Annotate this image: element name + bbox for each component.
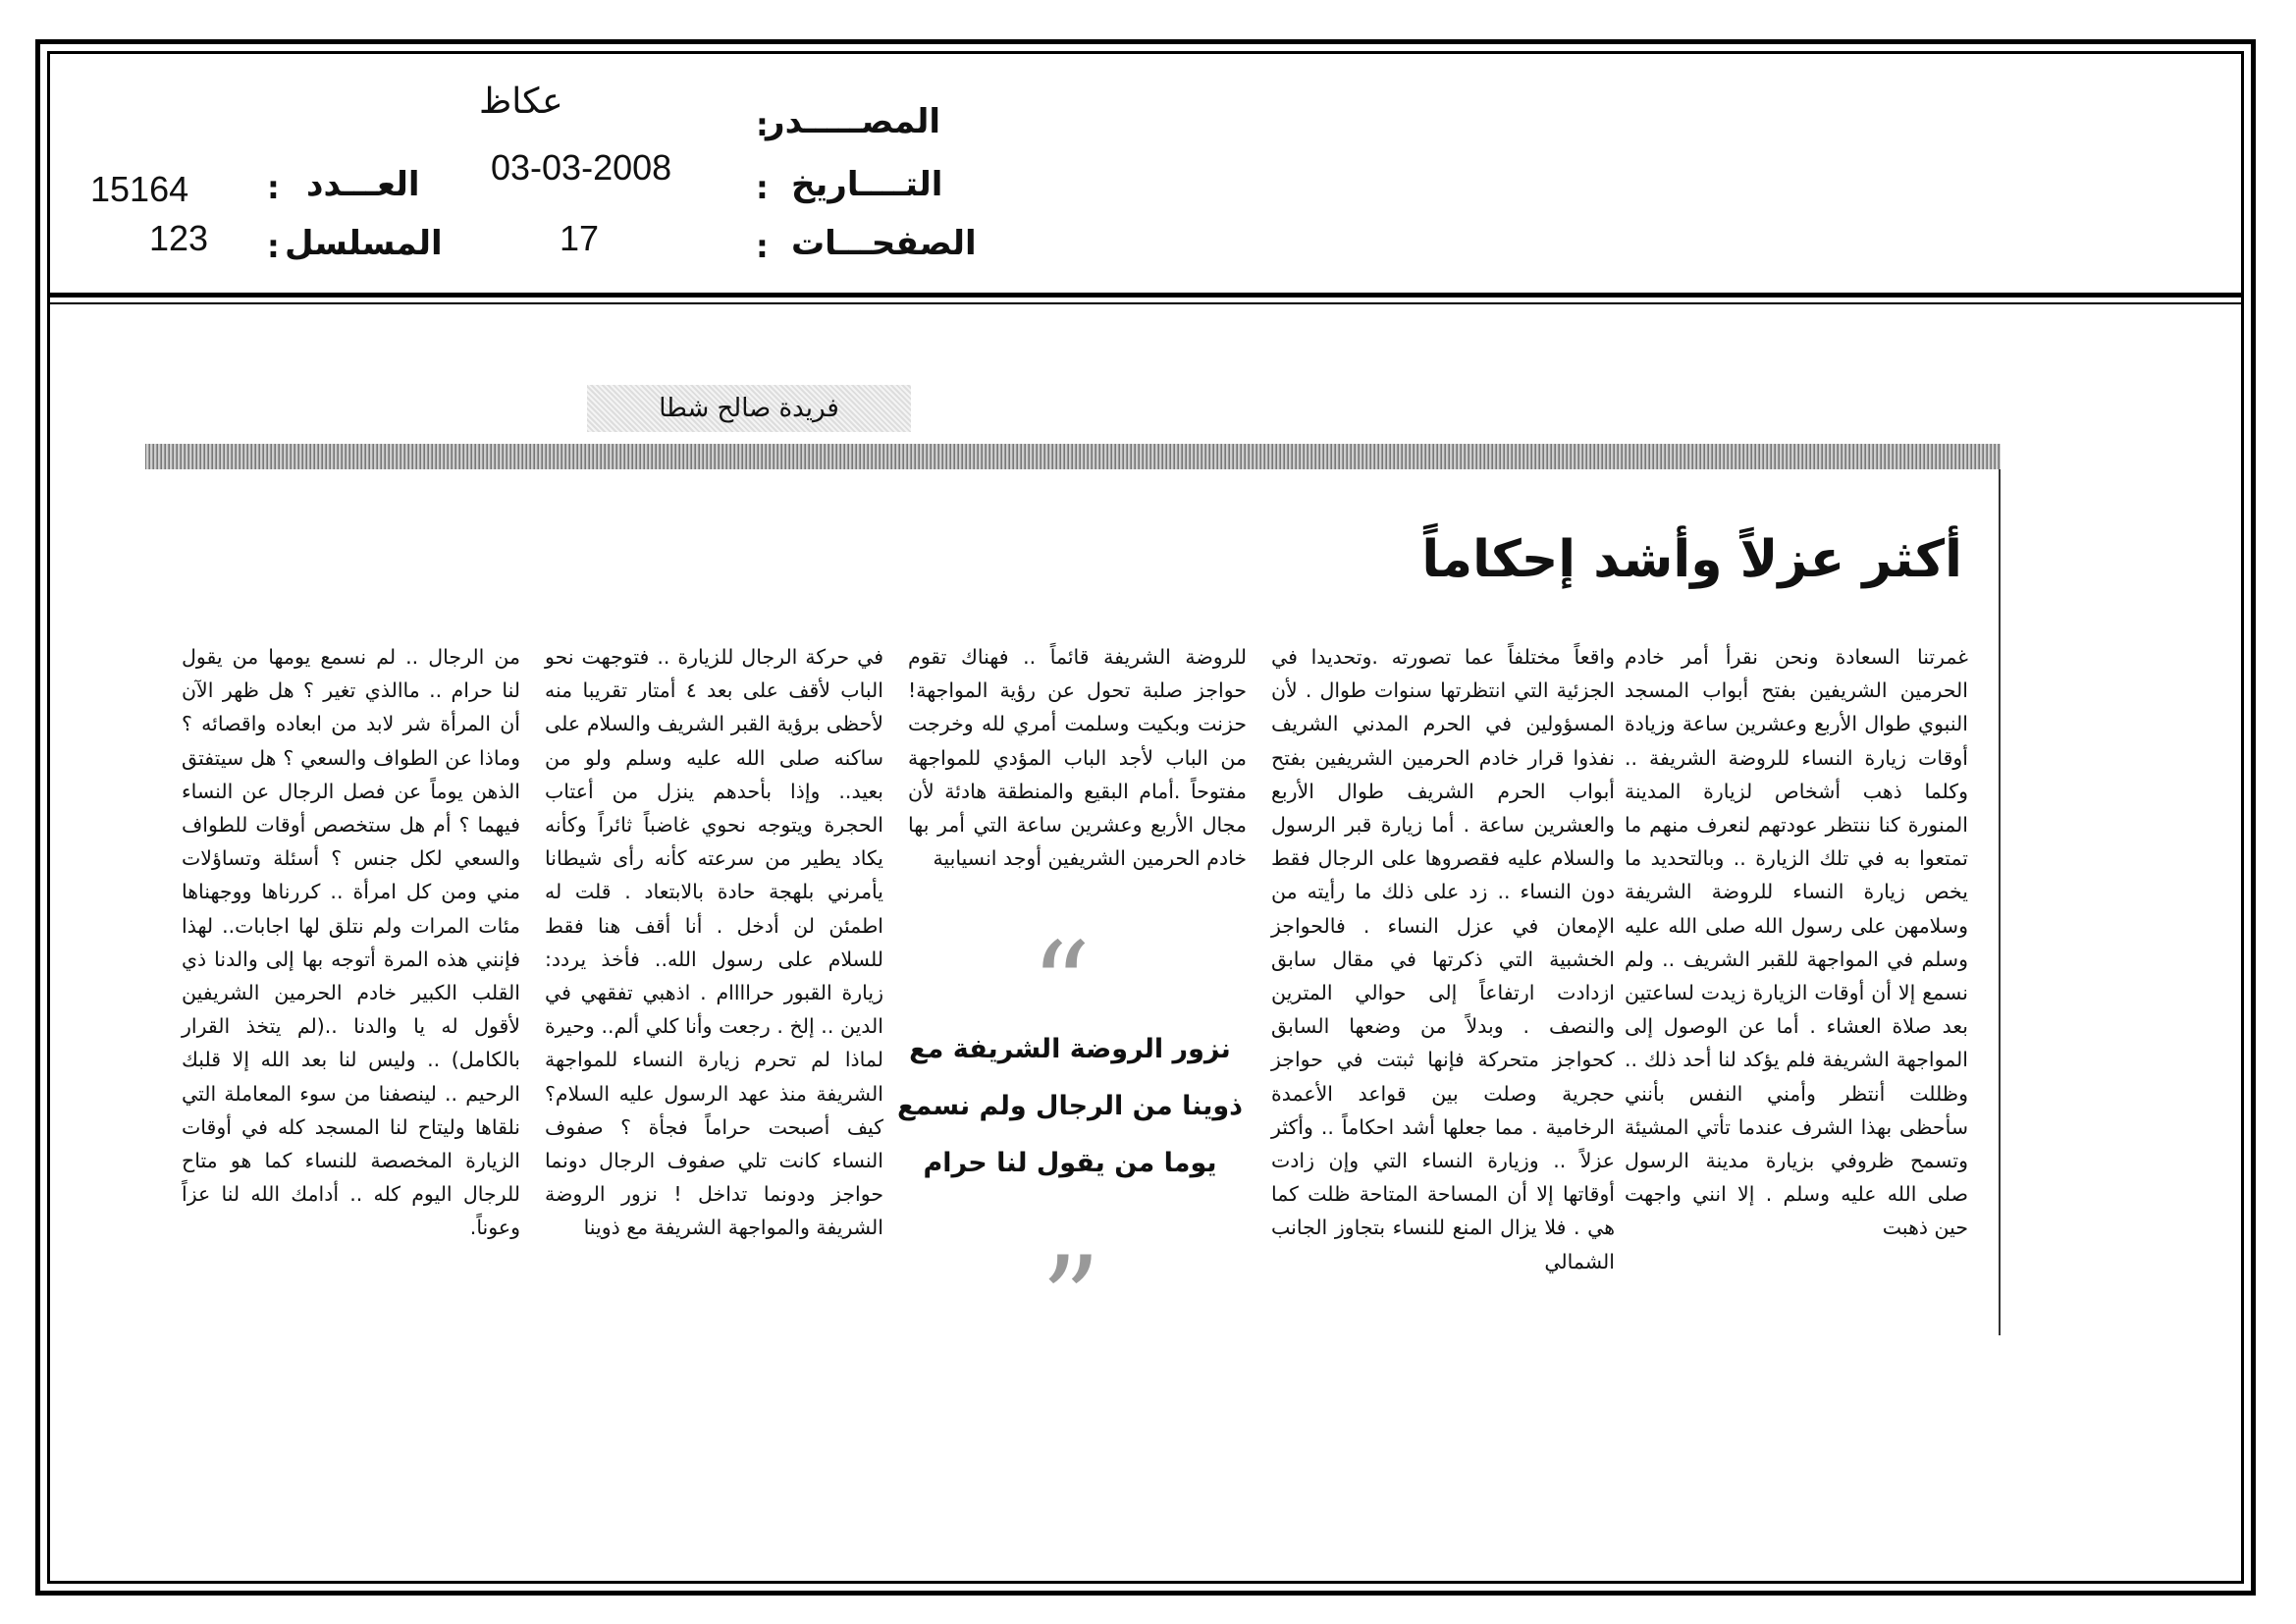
open-quote-icon: “	[1031, 918, 1092, 1055]
date-label: التــــاريخ	[791, 165, 943, 204]
article-column-4: في حركة الرجال للزيارة .. فتوجهت نحو الباب لأقف على بعد ٤ أمتار تقريبا منه لأحظى برؤية القبر الشريف والسلام على ساكنه صلى الله عليه وسلم ولو من بعيد.. وإذا بأحدهم ينزل من أعتاب الحجرة ويتوجه نحوي غاضباً ثائراً وكأنه يكاد يطير من سرعته كأنه رأى شيطانا يأمرني بلهجة حادة بالابتعاد . قلت له اطمئن لن أدخل . أنا أقف هنا فقط للسلام على رسول الله.. فأخذ يردد: زيارة القبور حراااام . اذهبي تفقهي في الدين .. إلخ . رجعت وأنا كلي ألم.. وحيرة لماذا لم تحرم زيارة النساء للمواجهة الشريفة منذ عهد الرسول عليه السلام؟ كيف أصبحت حراماً فجأة ؟ صفوف النساء كانت تلي صفوف الرجال دونما حواجز ودونما تداخل ! نزور الروضة الشريفة والمواجهة الشريفة مع ذوينا	[545, 645, 883, 1240]
article-column-3: للروضة الشريفة قائماً .. فهناك تقوم حواجز صلبة تحول عن رؤية المواجهة! حزنت وبكيت وسلمت أمري لله وخرجت من الباب لأجد الباب المؤدي للمواجهة مفتوحاً .أمام البقيع والمنطقة هادئة لأن مجال الأربع وعشرين ساعة التي أمر بها خادم الحرمين الشريفين أوجد انسيابية	[908, 645, 1247, 871]
byline: فريدة صالح شطا	[659, 394, 839, 423]
pull-quote: نزور الروضة الشريفة مع ذوينا من الرجال ولم نسمع يوما من يقول لنا حرام	[896, 1034, 1243, 1178]
article-column-2: واقعاً مختلفاً عما تصورته .وتحديدا في الجزئية التي انتظرتها سنوات طوال . لأن المسؤولين في الحرم المدني الشريف نفذوا قرار خادم الحرمين الشريفين بفتح أبواب الحرم الشريف طوال الأربع والعشرين ساعة . أما زيارة قبر الرسول والسلام عليه فقصروها على الرجال فقط دون النساء .. زد على ذلك ما رأيته من الإمعان في عزل النساء . فالحواجز الخشبية التي ذكرتها في مقال سابق ازدادت ارتفاعاً إلى حوالي المترين والنصف . وبدلاً من وضعها السابق كحواجز متحركة فإنها ثبتت في حواجز حجرية وصلت بين قواعد الأعمدة الرخامية . مما جعلها أشد احكاماً .. وأكثر عزلاً .. وزيارة النساء التي وإن زادت أوقاتها إلا أن المساحة المتاحة ظلت كما هي . فلا يزال المنع للنساء بتجاوز الجانب الشمالي	[1271, 645, 1615, 1273]
date-colon: :	[756, 169, 769, 206]
source-label: المصـــــدر	[766, 102, 941, 141]
close-quote-icon: ”	[1041, 1232, 1101, 1369]
article-column-5: من الرجال .. لم نسمع يومها من يقول لنا حرام .. ماالذي تغير ؟ هل ظهر الآن أن المرأة شر لابد من ابعاده واقصائه ؟ وماذا عن الطواف والسعي ؟ هل سيتفتق الذهن يوماً عن فصل الرجال عن النساء فيهما ؟ أم هل ستخصص أوقات للطواف والسعي لكل جنس ؟ أسئلة وتساؤلات مني ومن كل امرأة .. كررناها ووجهناها مئات المرات ولم نتلق لها اجابات.. لهذا فإنني هذه المرة أتوجه بها إلى والدنا ذي القلب الكبير خادم الحرمين الشريفين لأقول له يا والدنا ..(لم يتخذ القرار بالكامل) .. وليس لنا بعد الله إلا قلبك الرحيم .. لينصفنا من سوء المعاملة التي نلقاها وليتاح لنا المسجد كله في أوقات الزيارة المخصصة للنساء كما هو متاح للرجال اليوم كله .. أدامك الله لنا عزاً وعوناً.	[182, 645, 520, 1240]
date-value: 03-03-2008	[491, 147, 672, 188]
issue-colon: :	[267, 169, 280, 206]
source-value: عكاظ	[479, 81, 563, 121]
source-colon: :	[756, 106, 769, 143]
issue-label: العـــدد	[306, 165, 420, 204]
issue-value: 15164	[90, 169, 189, 209]
header-divider	[47, 293, 2244, 298]
article-top-rule	[145, 444, 2001, 469]
header-divider-thin	[47, 302, 2244, 304]
pages-colon: :	[756, 228, 769, 265]
article-title: أكثر عزلاً وأشد إحكاماً	[1421, 530, 1962, 589]
pages-value: 17	[560, 218, 600, 258]
pages-label: الصفحـــات	[791, 224, 977, 263]
serial-label: المسلسل	[285, 224, 443, 263]
serial-value: 123	[149, 218, 209, 258]
article-column-1: غمرتنا السعادة ونحن نقرأ أمر خادم الحرمين الشريفين بفتح أبواب المسجد النبوي طوال الأربع وعشرين ساعة وزيادة أوقات زيارة النساء للروضة الشريفة .. وكلما ذهب أشخاص لزيارة المدينة المنورة كنا ننتظر عودتهم لنعرف منهم ما تمتعوا به في تلك الزيارة .. وبالتحديد ما يخص زيارة النساء للروضة الشريفة وسلامهن على رسول الله صلى الله عليه وسلم في المواجهة للقبر الشريف .. ولم نسمع إلا أن أوقات الزيارة زيدت لساعتين بعد صلاة العشاء . أما عن الوصول إلى المواجهة الشريفة فلم يؤكد لنا أحد ذلك .. وظللت أنتظر وأمني النفس بأنني سأحظى بهذا الشرف عندما تأتي المشيئة وتسمح ظروفي بزيارة مدينة الرسول صلى الله عليه وسلم . إلا انني واجهت حين ذهبت	[1625, 645, 1968, 1240]
byline-banner	[587, 385, 911, 432]
serial-colon: :	[267, 228, 280, 265]
